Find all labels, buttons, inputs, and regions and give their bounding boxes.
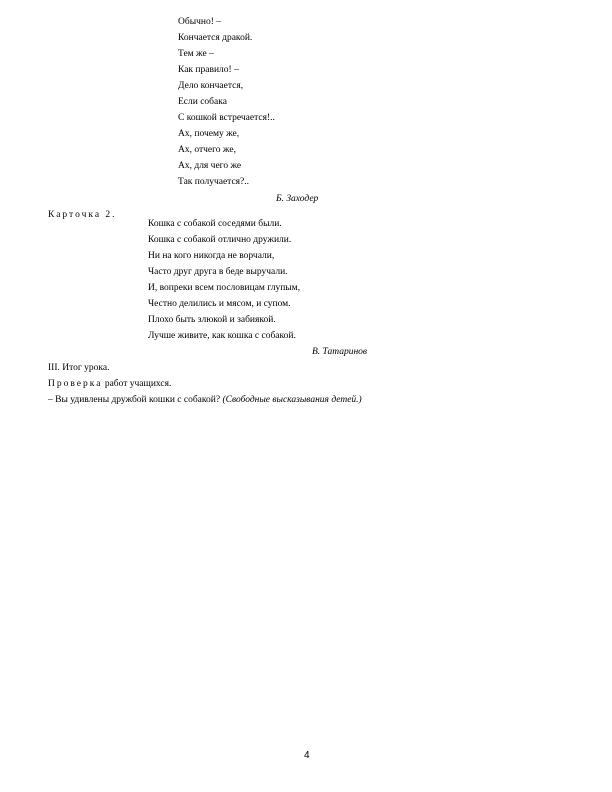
poem1-line: Дело кончается,: [178, 81, 244, 91]
poem2-line: Плохо быть злюкой и забиякой.: [148, 315, 276, 325]
question-line: [48, 394, 362, 406]
check-label-spaced: Проверка: [48, 379, 103, 389]
poem1-line: Кончается дракой.: [178, 33, 253, 43]
poem1-line: Ах, для чего же: [178, 161, 242, 171]
poem1-author: Б. Заходер: [276, 194, 319, 204]
poem2-line: Кошка с собакой отлично дружили.: [148, 235, 292, 245]
card-label: Карточка 2.: [48, 210, 117, 220]
poem2-author: В. Татаринов: [312, 347, 368, 357]
poem1-line: Тем же –: [178, 49, 214, 59]
poem1-line: Как правило! –: [178, 65, 239, 75]
poem2-line: И, вопреки всем пословицам глупым,: [148, 283, 301, 293]
poem1-line: С кошкой встречается!..: [178, 113, 275, 123]
check-line: [48, 378, 171, 390]
poem1-line: Обычно! –: [178, 17, 221, 27]
question-note: (Свободные высказывания детей.): [222, 395, 362, 405]
poem1-line: Если собака: [178, 97, 227, 107]
poem2-line: Лучше живите, как кошка с собакой.: [148, 331, 296, 341]
poem2-line: Часто друг друга в беде выручали.: [148, 267, 288, 277]
section-heading: III. Итог урока.: [48, 363, 110, 373]
poem1-line: Так получается?..: [178, 177, 250, 187]
poem2-line: Ни на кого никогда не ворчали,: [148, 251, 275, 261]
check-label-rest: работ учащихся.: [104, 379, 172, 389]
question-text: – Вы удивлены дружбой кошки с собакой?: [48, 395, 221, 405]
poem1-line: Ах, отчего же,: [178, 145, 236, 155]
poem1-line: Ах, почему же,: [178, 129, 240, 139]
poem2-line: Кошка с собакой соседями были.: [148, 219, 282, 229]
page-number: 4: [304, 750, 310, 761]
poem2-line: Честно делились и мясом, и супом.: [148, 299, 291, 309]
